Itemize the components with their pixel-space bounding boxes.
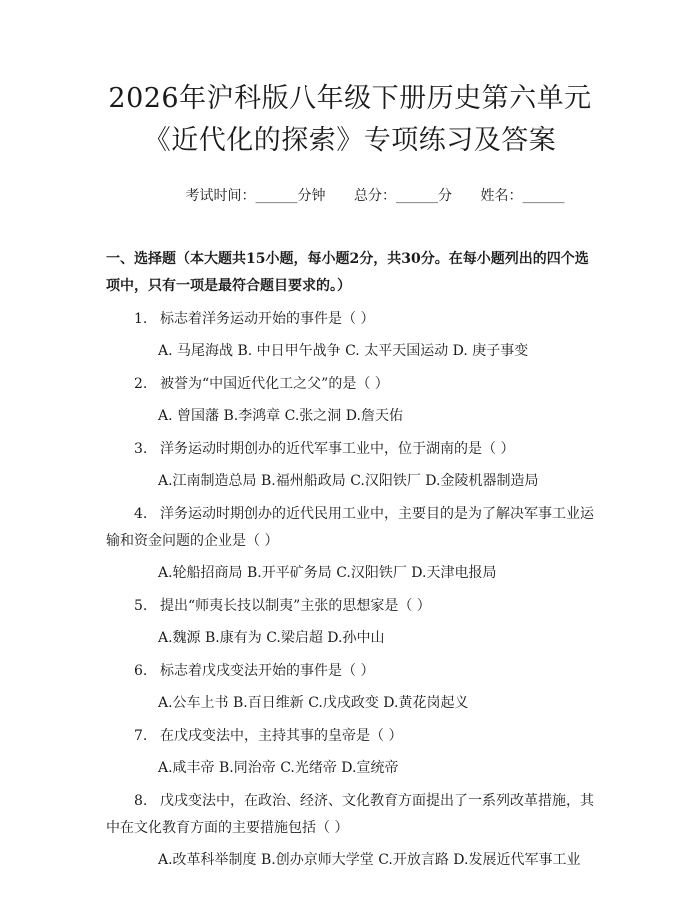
question-options: A.轮船招商局 B.开平矿务局 C.汉阳铁厂 D.天津电报局 bbox=[158, 565, 497, 581]
question-number: 7. bbox=[134, 728, 148, 744]
question-number: 4. bbox=[134, 506, 148, 522]
question-item bbox=[106, 306, 594, 365]
question-number: 1. bbox=[134, 311, 148, 327]
question-text: 提出“师夷长技以制夷”主张的思想家是（ ） bbox=[160, 598, 431, 614]
question-stem bbox=[106, 371, 596, 398]
question-stem bbox=[106, 306, 596, 333]
question-text: 标志着戊戌变法开始的事件是（ ） bbox=[160, 663, 375, 679]
question-stem bbox=[106, 593, 596, 620]
question-text: 在戊戌变法中，主持其事的皇帝是（ ） bbox=[160, 728, 403, 744]
question-stem bbox=[106, 723, 596, 750]
student-name-field: 姓名：______ bbox=[480, 188, 565, 204]
question-item bbox=[106, 501, 594, 587]
question-text: 被誉为“中国近代化工之父”的是（ ） bbox=[160, 376, 389, 392]
question-options: A.公车上书 B.百日维新 C.戊戌政变 D.黄花岗起义 bbox=[158, 695, 469, 711]
question-options: A.改革科举制度 B.创办京师大学堂 C.开放言路 D.发展近代军事工业 bbox=[158, 852, 581, 868]
question-item bbox=[106, 593, 594, 652]
question-number: 2. bbox=[134, 376, 148, 392]
question-item bbox=[106, 436, 594, 495]
question-options: A.咸丰帝 B.同治帝 C.光绪帝 D.宣统帝 bbox=[158, 760, 399, 776]
exam-time-field: 考试时间：______分钟 bbox=[185, 188, 326, 204]
question-options: A. 马尾海战 B. 中日甲午战争 C. 太平天国运动 D. 庚子事变 bbox=[158, 343, 529, 359]
question-options: A. 曾国藩 B.李鸿章 C.张之洞 D.詹天佑 bbox=[158, 408, 403, 424]
question-item bbox=[106, 658, 594, 717]
total-score-field: 总分：______分 bbox=[354, 188, 452, 204]
question-stem bbox=[106, 436, 596, 463]
question-number: 5. bbox=[134, 598, 148, 614]
document-title: 2026年沪科版八年级下册历史第六单元《近代化的探索》专项练习及答案 bbox=[108, 83, 592, 156]
question-text: 洋务运动时期创办的近代民用工业中，主要目的是为了解决军事工业运输和资金问题的企业是（ ） bbox=[106, 506, 594, 549]
question-options: A.江南制造总局 B.福州船政局 C.汉阳铁厂 D.金陵机器制造局 bbox=[158, 473, 539, 489]
question-text: 洋务运动时期创办的近代军事工业中，位于湖南的是（ ） bbox=[160, 441, 515, 457]
question-stem bbox=[106, 501, 596, 555]
question-number: 6. bbox=[134, 663, 148, 679]
section-heading: 一、选择题（本大题共15小题，每小题2分，共30分。在每小题列出的四个选项中，只有一项是最符合题目要求的。） bbox=[106, 251, 589, 294]
question-item bbox=[106, 723, 594, 782]
question-options: A.魏源 B.康有为 C.梁启超 D.孙中山 bbox=[158, 630, 385, 646]
question-list bbox=[106, 306, 594, 874]
exam-info-line bbox=[106, 186, 594, 206]
question-text: 标志着洋务运动开始的事件是（ ） bbox=[160, 311, 375, 327]
question-item bbox=[106, 788, 594, 874]
question-number: 8. bbox=[134, 793, 148, 809]
question-stem bbox=[106, 658, 596, 685]
question-item bbox=[106, 371, 594, 430]
question-stem bbox=[106, 788, 596, 842]
question-number: 3. bbox=[134, 441, 148, 457]
question-text: 戊戌变法中，在政治、经济、文化教育方面提出了一系列改革措施，其中在文化教育方面的主要措施包括（ ） bbox=[106, 793, 594, 836]
